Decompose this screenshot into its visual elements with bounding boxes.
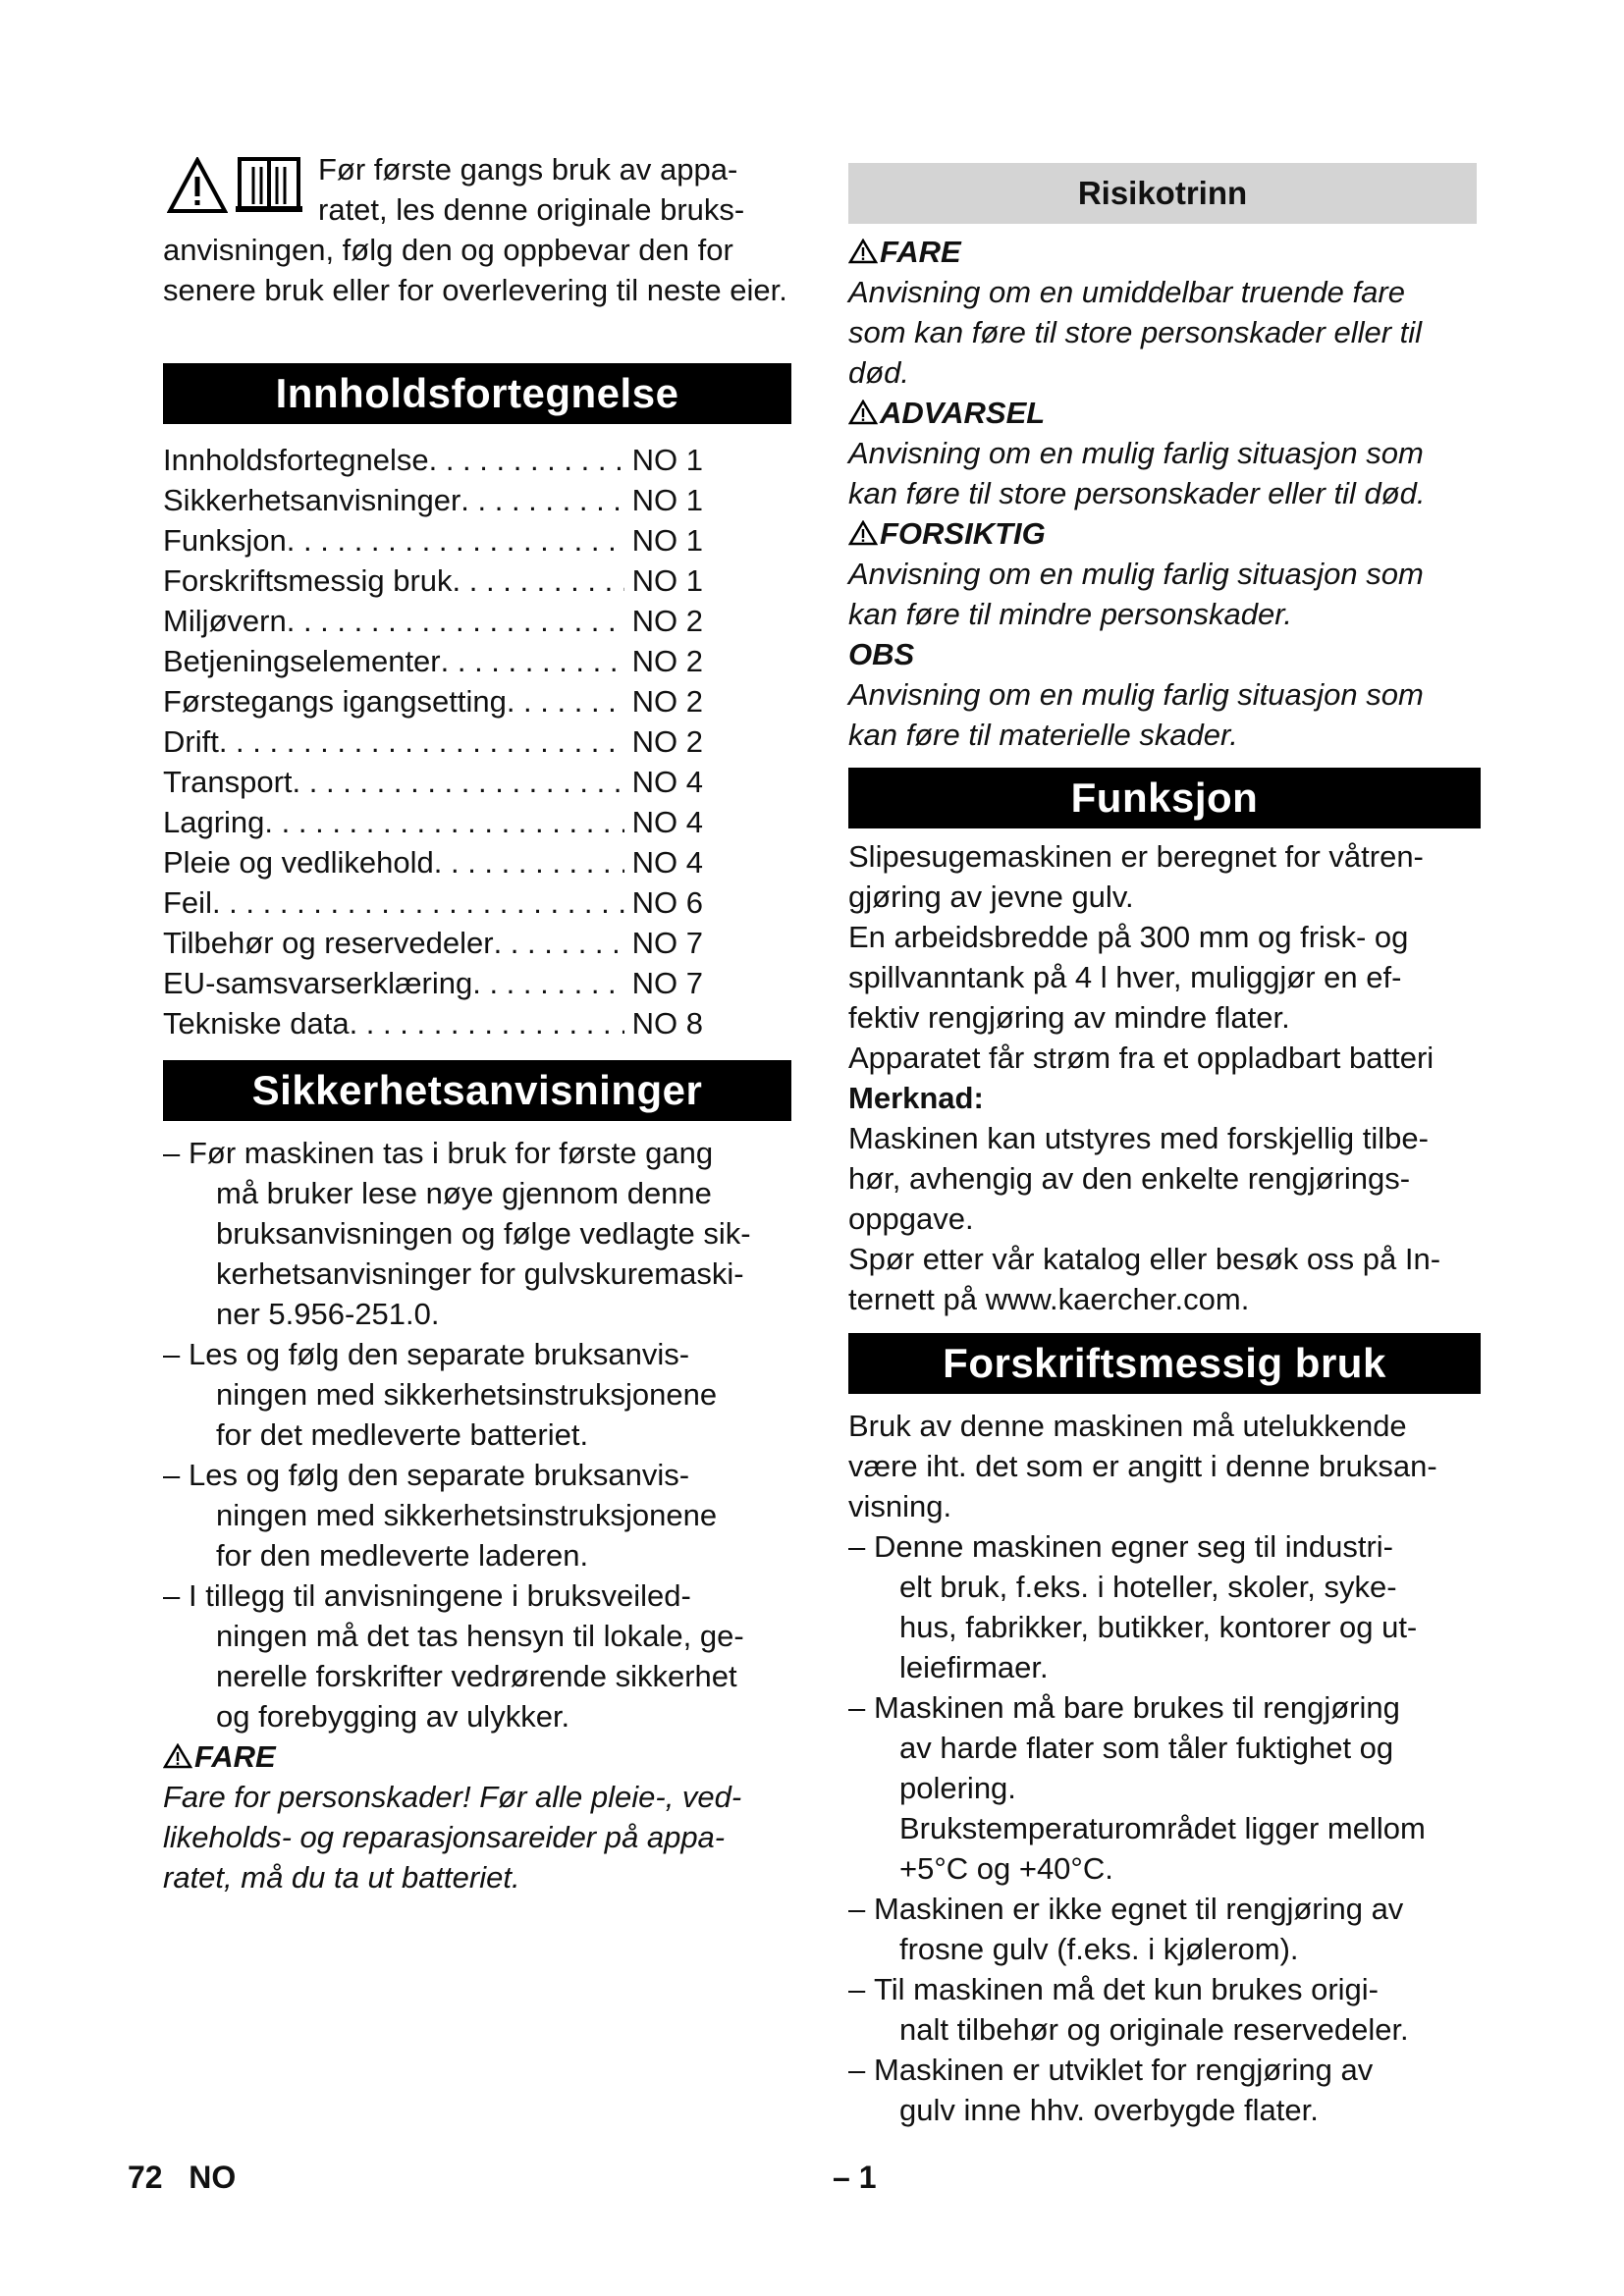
safety-warning-text bbox=[163, 1777, 801, 1897]
risk-level-text: som kan føre til store personskader eller til bbox=[848, 315, 1423, 349]
toc-entry bbox=[163, 1003, 703, 1043]
bullet-item bbox=[848, 1526, 1487, 1687]
bullet-line: og forebygging av ulykker. bbox=[216, 1699, 570, 1734]
toc-entry-title: Forskriftsmessig bruk bbox=[163, 563, 453, 598]
safety-warning-line: likeholds- og reparasjonsareider på appa- bbox=[163, 1820, 726, 1854]
function-text-b bbox=[848, 1118, 1487, 1319]
toc-dot-leader bbox=[264, 802, 623, 842]
toc-entry-title: Sikkerhetsanvisninger bbox=[163, 483, 461, 517]
safety-bullets bbox=[163, 1133, 801, 1736]
toc-entry bbox=[163, 842, 703, 882]
toc-entry-page: NO 2 bbox=[631, 604, 703, 638]
risk-level-title bbox=[848, 634, 1487, 674]
toc-entry-page: NO 1 bbox=[631, 523, 703, 558]
bullet-item bbox=[848, 1969, 1487, 2050]
bullet-line: gulv inne hhv. overbygde flater. bbox=[899, 2093, 1319, 2127]
function-line: Slipesugemaskinen er beregnet for våtren- bbox=[848, 839, 1424, 874]
bullet-dash: – bbox=[163, 1578, 181, 1613]
toc-list bbox=[163, 440, 703, 1043]
toc-entry-page: NO 1 bbox=[631, 483, 703, 517]
function-heading: Funksjon bbox=[848, 768, 1481, 828]
toc-entry-title: Førstegangs igangsetting bbox=[163, 684, 507, 719]
manual-book-icon bbox=[234, 155, 304, 214]
safety-warning-line: Fare for personskader! Før alle pleie-, ved- bbox=[163, 1780, 742, 1814]
toc-dot-leader bbox=[460, 480, 623, 520]
toc-entry-title: Lagring bbox=[163, 805, 265, 839]
toc-entry-page: NO 7 bbox=[631, 926, 703, 960]
function-line: fektiv rengjøring av mindre flater. bbox=[848, 1000, 1290, 1035]
bullet-line: nerelle forskrifter vedrørende sikkerhet bbox=[216, 1659, 737, 1693]
warning-triangle-icon bbox=[848, 239, 878, 264]
risk-heading: Risikotrinn bbox=[848, 163, 1477, 224]
warning-triangle-icon bbox=[848, 400, 878, 425]
safety-heading: Sikkerhetsanvisninger bbox=[163, 1060, 791, 1121]
function-line: gjøring av jevne gulv. bbox=[848, 880, 1134, 914]
risk-level-title bbox=[848, 232, 1487, 272]
bullet-item bbox=[163, 1575, 801, 1736]
bullet-line: Les og følg den separate bruksanvis- bbox=[189, 1458, 690, 1492]
toc-dot-leader bbox=[350, 1003, 624, 1043]
toc-entry-title: Funksjon bbox=[163, 523, 287, 558]
toc-entry-title: Tekniske data bbox=[163, 1006, 350, 1041]
toc-entry-page: NO 4 bbox=[631, 765, 703, 799]
toc-entry bbox=[163, 601, 703, 641]
intro-icons bbox=[163, 155, 310, 220]
function-line: Apparatet får strøm fra et oppladbart batteri bbox=[848, 1041, 1435, 1075]
bullet-line: av harde flater som tåler fuktighet og bbox=[899, 1731, 1394, 1765]
bullet-item bbox=[848, 1889, 1487, 1969]
toc-dot-leader bbox=[219, 721, 624, 762]
toc-dot-leader bbox=[212, 882, 624, 923]
toc-entry-page: NO 4 bbox=[631, 805, 703, 839]
bullet-line: for det medleverte batteriet. bbox=[216, 1417, 589, 1452]
bullet-dash: – bbox=[163, 1337, 181, 1371]
usage-heading: Forskriftsmessig bruk bbox=[848, 1333, 1481, 1394]
warning-triangle-icon bbox=[163, 1743, 192, 1769]
toc-dot-leader bbox=[287, 520, 624, 561]
toc-entry bbox=[163, 802, 703, 842]
toc-heading: Innholdsfortegnelse bbox=[163, 363, 791, 424]
bullet-line: kerhetsanvisninger for gulvskuremaski- bbox=[216, 1256, 744, 1291]
bullet-dash: – bbox=[848, 1529, 866, 1564]
toc-entry-title: Feil bbox=[163, 885, 212, 920]
usage-intro bbox=[848, 1406, 1487, 1526]
intro-rest: anvisningen, følg den og oppbevar den for senere bruk eller for overlevering til neste eier. bbox=[163, 233, 787, 307]
usage-intro-line: Bruk av denne maskinen må utelukkende bbox=[848, 1409, 1407, 1443]
toc-entry-page: NO 6 bbox=[631, 885, 703, 920]
bullet-line: Denne maskinen egner seg til industri- bbox=[874, 1529, 1393, 1564]
footer-page-number bbox=[128, 2160, 236, 2196]
bullet-line: I tillegg til anvisningene i bruksveiled- bbox=[189, 1578, 691, 1613]
intro-text bbox=[163, 149, 791, 310]
toc-entry-title: EU-samsvarserklæring bbox=[163, 966, 473, 1000]
function-line: Maskinen kan utstyres med forskjellig tilbe- bbox=[848, 1121, 1429, 1155]
toc-entry bbox=[163, 520, 703, 561]
toc-entry-title: Miljøvern bbox=[163, 604, 287, 638]
risk-level-title bbox=[848, 393, 1487, 433]
footer-lang: NO bbox=[189, 2160, 237, 2195]
risk-level-text: Anvisning om en mulig farlig situasjon som bbox=[848, 677, 1424, 712]
bullet-line: må bruker lese nøye gjennom denne bbox=[216, 1176, 712, 1210]
bullet-item bbox=[163, 1455, 801, 1575]
bullet-line: Maskinen er utviklet for rengjøring av bbox=[874, 2053, 1374, 2087]
safety-warning-label: FARE bbox=[194, 1739, 276, 1774]
toc-dot-leader bbox=[507, 681, 624, 721]
toc-entry bbox=[163, 923, 703, 963]
toc-entry bbox=[163, 641, 703, 681]
toc-entry bbox=[163, 963, 703, 1003]
toc-entry-page: NO 7 bbox=[631, 966, 703, 1000]
risk-level-text: Anvisning om en umiddelbar truende fare bbox=[848, 275, 1405, 309]
toc-dot-leader bbox=[287, 601, 624, 641]
function-line: En arbeidsbredde på 300 mm og frisk- og bbox=[848, 920, 1409, 954]
toc-dot-leader bbox=[453, 561, 624, 601]
toc-entry bbox=[163, 762, 703, 802]
safety-warning-line: ratet, må du ta ut batteriet. bbox=[163, 1860, 520, 1895]
bullet-line: Maskinen må bare brukes til rengjøring bbox=[874, 1690, 1400, 1725]
bullet-line: elt bruk, f.eks. i hoteller, skoler, syke- bbox=[899, 1570, 1397, 1604]
bullet-line: ningen med sikkerhetsinstruksjonene bbox=[216, 1498, 718, 1532]
risk-level-text: Anvisning om en mulig farlig situasjon som bbox=[848, 557, 1424, 591]
function-line: spillvanntank på 4 l hver, muliggjør en ef- bbox=[848, 960, 1402, 994]
bullet-dash: – bbox=[848, 1972, 866, 2006]
toc-entry bbox=[163, 561, 703, 601]
bullet-line: Brukstemperaturområdet ligger mellom bbox=[899, 1811, 1426, 1845]
risk-level-text: død. bbox=[848, 355, 910, 390]
bullet-line: ner 5.956-251.0. bbox=[216, 1297, 440, 1331]
usage-bullets bbox=[848, 1526, 1487, 2130]
toc-entry-page: NO 2 bbox=[631, 724, 703, 759]
footer-page-label: 72 bbox=[128, 2160, 163, 2195]
toc-entry bbox=[163, 480, 703, 520]
risk-level-title bbox=[848, 513, 1487, 554]
bullet-line: polering. bbox=[899, 1771, 1016, 1805]
toc-dot-leader bbox=[494, 923, 624, 963]
risk-levels bbox=[848, 232, 1487, 755]
toc-entry-title: Pleie og vedlikehold bbox=[163, 845, 434, 880]
function-note-label: Merknad: bbox=[848, 1081, 984, 1115]
bullet-line: Til maskinen må det kun brukes origi- bbox=[874, 1972, 1379, 2006]
usage-body bbox=[848, 1406, 1487, 2130]
function-line: ternett på www.kaercher.com. bbox=[848, 1282, 1250, 1316]
risk-level-label: OBS bbox=[848, 637, 915, 671]
toc-entry bbox=[163, 721, 703, 762]
bullet-line: bruksanvisningen og følge vedlagte sik- bbox=[216, 1216, 751, 1251]
toc-entry-page: NO 1 bbox=[631, 443, 703, 477]
bullet-line: +5°C og +40°C. bbox=[899, 1851, 1113, 1886]
safety-warning-title bbox=[163, 1736, 801, 1777]
warning-triangle-icon bbox=[848, 520, 878, 546]
risk-level-text: kan føre til mindre personskader. bbox=[848, 597, 1292, 631]
bullet-dash: – bbox=[848, 2053, 866, 2087]
toc-entry-page: NO 2 bbox=[631, 684, 703, 719]
intro-line-2: ratet, les denne originale bruks- bbox=[318, 192, 745, 227]
intro-line-1: Før første gangs bruk av appa- bbox=[318, 152, 738, 187]
bullet-item bbox=[848, 1687, 1487, 1889]
bullet-line: Les og følg den separate bruksanvis- bbox=[189, 1337, 690, 1371]
risk-level-text: kan føre til store personskader eller til død. bbox=[848, 476, 1426, 510]
bullet-line: Maskinen er ikke egnet til rengjøring av bbox=[874, 1892, 1404, 1926]
function-line: hør, avhengig av den enkelte rengjørings- bbox=[848, 1161, 1411, 1196]
toc-entry bbox=[163, 882, 703, 923]
bullet-line: hus, fabrikker, butikker, kontorer og ut- bbox=[899, 1610, 1418, 1644]
toc-dot-leader bbox=[293, 762, 624, 802]
function-body bbox=[848, 836, 1487, 1319]
function-text-a bbox=[848, 836, 1487, 1078]
toc-entry-title: Tilbehør og reservedeler bbox=[163, 926, 494, 960]
bullet-dash: – bbox=[163, 1458, 181, 1492]
toc-entry-page: NO 1 bbox=[631, 563, 703, 598]
bullet-dash: – bbox=[848, 1892, 866, 1926]
toc-entry-title: Drift bbox=[163, 724, 219, 759]
warning-triangle-icon bbox=[167, 157, 228, 214]
risk-level-text: kan føre til materielle skader. bbox=[848, 718, 1238, 752]
function-line: Spør etter vår katalog eller besøk oss på In- bbox=[848, 1242, 1441, 1276]
toc-dot-leader bbox=[472, 963, 623, 1003]
toc-entry-page: NO 2 bbox=[631, 644, 703, 678]
safety-body bbox=[163, 1133, 801, 1897]
bullet-line: ningen må det tas hensyn til lokale, ge- bbox=[216, 1619, 744, 1653]
bullet-line: ningen med sikkerhetsinstruksjonene bbox=[216, 1377, 718, 1412]
bullet-item bbox=[848, 2050, 1487, 2130]
toc-dot-leader bbox=[429, 440, 624, 480]
risk-level-label: FARE bbox=[880, 235, 961, 269]
risk-level-text: Anvisning om en mulig farlig situasjon som bbox=[848, 436, 1424, 470]
bullet-dash: – bbox=[163, 1136, 181, 1170]
bullet-dash: – bbox=[848, 1690, 866, 1725]
toc-entry bbox=[163, 440, 703, 480]
bullet-item bbox=[163, 1334, 801, 1455]
bullet-line: for den medleverte laderen. bbox=[216, 1538, 589, 1573]
risk-level-label: FORSIKTIG bbox=[880, 516, 1046, 551]
bullet-line: frosne gulv (f.eks. i kjølerom). bbox=[899, 1932, 1299, 1966]
usage-intro-line: være iht. det som er angitt i denne bruksan- bbox=[848, 1449, 1437, 1483]
bullet-item bbox=[163, 1133, 801, 1334]
toc-entry bbox=[163, 681, 703, 721]
usage-intro-line: visning. bbox=[848, 1489, 952, 1523]
toc-entry-page: NO 4 bbox=[631, 845, 703, 880]
toc-entry-title: Transport bbox=[163, 765, 293, 799]
toc-entry-page: NO 8 bbox=[631, 1006, 703, 1041]
toc-entry-title: Betjeningselementer bbox=[163, 644, 441, 678]
bullet-line: leiefirmaer. bbox=[899, 1650, 1049, 1684]
bullet-line: nalt tilbehør og originale reservedeler. bbox=[899, 2012, 1409, 2047]
toc-entry-title: Innholdsfortegnelse bbox=[163, 443, 429, 477]
bullet-line: Før maskinen tas i bruk for første gang bbox=[189, 1136, 714, 1170]
toc-dot-leader bbox=[434, 842, 624, 882]
toc-dot-leader bbox=[441, 641, 624, 681]
function-line: oppgave. bbox=[848, 1201, 974, 1236]
footer-center-number: – 1 bbox=[833, 2160, 877, 2195]
risk-level-label: ADVARSEL bbox=[880, 396, 1046, 430]
